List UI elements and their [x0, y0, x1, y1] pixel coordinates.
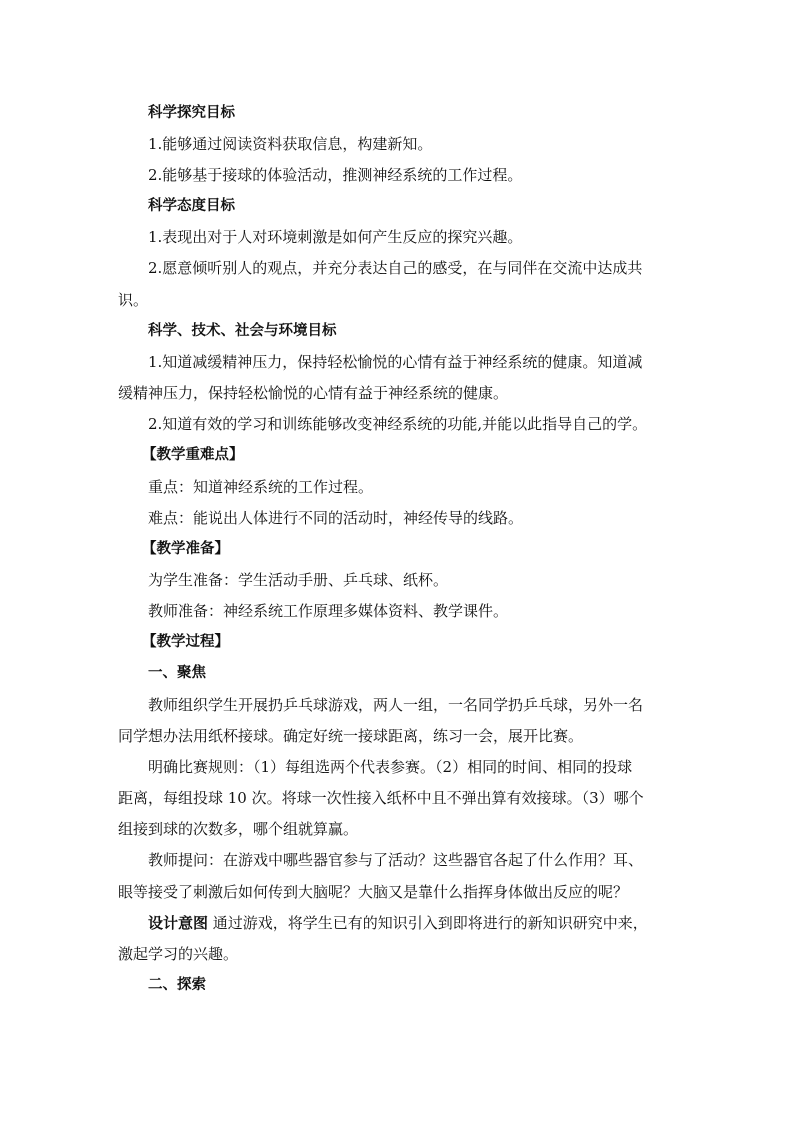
preparation-heading: 【教学准备】	[142, 541, 229, 557]
paragraph-continued: 激起学习的兴趣。	[118, 945, 239, 963]
explore-heading: 二、探索	[148, 977, 206, 993]
paragraph: 明确比赛规则：（1）每组选两个代表参赛。（2）相同的时间、相同的投球	[148, 758, 633, 776]
paragraph-continued: 缓精神压力，保持轻松愉悦的心情有益于神经系统的健康。	[118, 384, 509, 402]
science-attitude-heading: 科学态度目标	[148, 198, 235, 214]
process-heading: 【教学过程】	[142, 634, 229, 650]
paragraph: 2.能够基于接球的体验活动，推测神经系统的工作过程。	[148, 166, 523, 184]
design-intent-label: 设计意图	[148, 914, 209, 932]
paragraph: 难点：能说出人体进行不同的活动时，神经传导的线路。	[148, 509, 524, 527]
paragraph: 1.知道减缓精神压力，保持轻松愉悦的心情有益于神经系统的健康。知道减	[148, 353, 643, 371]
focus-heading: 一、聚焦	[148, 665, 206, 681]
paragraph: 教师准备：神经系统工作原理多媒体资料、教学课件。	[148, 602, 509, 620]
paragraph: 1.能够通过阅读资料获取信息，构建新知。	[148, 135, 433, 153]
paragraph: 2.知道有效的学习和训练能够改变神经系统的功能,并能以此指导自己的学。	[148, 415, 648, 433]
paragraph-continued: 组接到球的次数多，哪个组就算赢。	[118, 820, 359, 838]
paragraph: 教师组织学生开展扔乒乓球游戏，两人一组，一名同学扔乒乓球，另外一名	[148, 696, 644, 714]
stse-heading: 科学、技术、社会与环境目标	[148, 323, 337, 339]
science-inquiry-heading: 科学探究目标	[148, 105, 235, 121]
paragraph: 2.愿意倾听别人的观点，并充分表达自己的感受，在与同伴在交流中达成共	[148, 259, 643, 277]
paragraph: 教师提问：在游戏中哪些器官参与了活动？这些器官各起了什么作用？耳、	[148, 851, 644, 869]
paragraph: 重点：知道神经系统的工作过程。	[148, 478, 374, 496]
paragraph-continued: 识。	[118, 291, 149, 309]
design-intent-paragraph	[148, 913, 688, 933]
paragraph: 1.表现出对于人对环境刺激是如何产生反应的探究兴趣。	[148, 228, 523, 246]
key-points-heading: 【教学重难点】	[142, 447, 244, 463]
paragraph-continued: 同学想办法用纸杯接球。确定好统一接球距离，练习一会，展开比赛。	[118, 727, 584, 745]
paragraph: 为学生准备：学生活动手册、乒乓球、纸杯。	[148, 571, 449, 589]
paragraph-continued: 眼等接受了刺激后如何传到大脑呢？大脑又是靠什么指挥身体做出反应的呢？	[118, 883, 629, 901]
design-intent-text: 通过游戏，将学生已有的知识引入到即将进行的新知识研究中来，	[208, 914, 648, 932]
paragraph-continued: 距离，每组投球 10 次。将球一次性接入纸杯中且不弹出算有效接球。（3）哪个	[118, 789, 644, 807]
